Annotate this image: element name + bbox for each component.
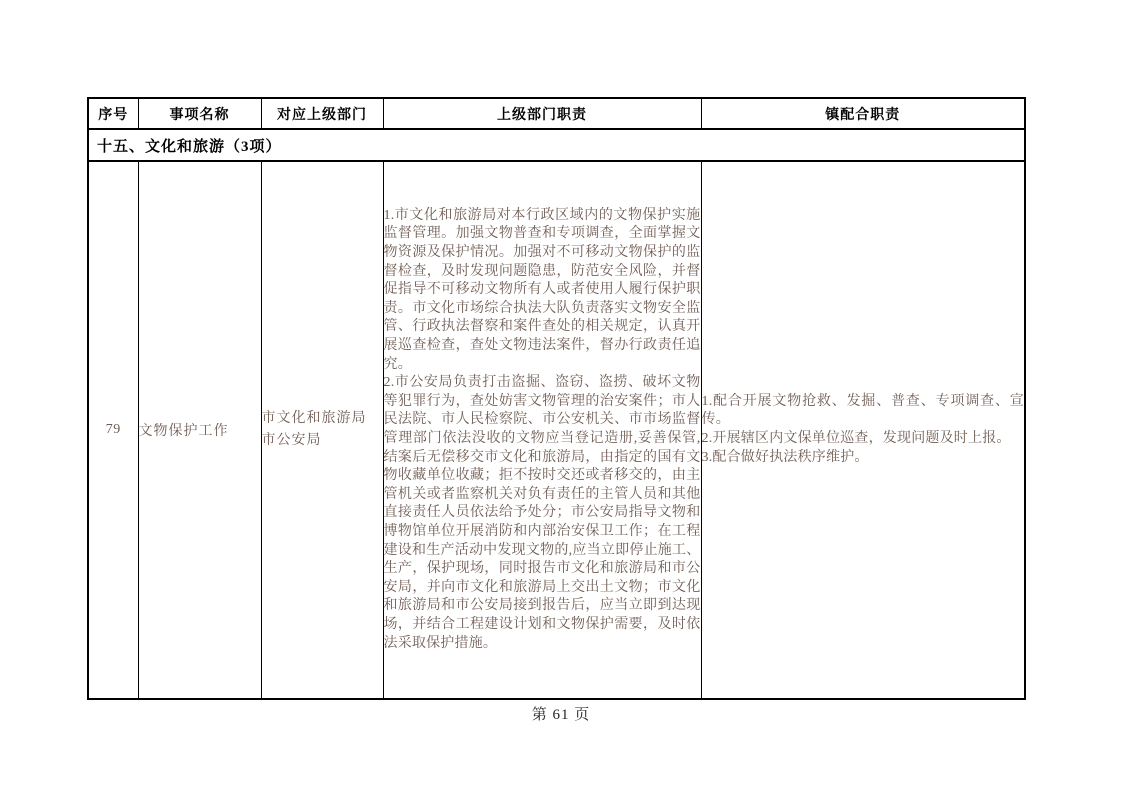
cell-departments [261,161,383,699]
col-header-seq: 序号 [88,98,138,129]
page-number: 第 61 页 [531,707,591,723]
section-title: 十五、文化和旅游（3项） [88,129,1025,161]
col-header-superior-dept: 对应上级部门 [261,98,383,129]
cell-item-name: 文物保护工作 [138,161,261,699]
section-row [88,129,1025,161]
cell-superior-duties [383,161,701,699]
cell-town-duties [701,161,1025,699]
col-header-item-name: 事项名称 [138,98,261,129]
department-line: 市公安局 [261,433,322,448]
table-header-row [88,98,1025,129]
duties-table [87,97,1026,700]
col-header-town-duties: 镇配合职责 [701,98,1025,129]
cell-seq: 79 [88,161,138,699]
col-header-superior-duties: 上级部门职责 [383,98,701,129]
department-line: 市文化和旅游局 [261,411,367,426]
duty-paragraph: 3.配合做好执法秩序维护。 [701,449,869,465]
table-row [88,161,1025,699]
duty-paragraph: 2.开展辖区内文保单位巡查，发现问题及时上报。 [701,431,1011,446]
duty-paragraph: 1.市文化和旅游局对本行政区域内的文物保护实施监督管理。加强文物普查和专项调查，全面掌握文物资源及保护情况。加强对不可移动文物保护的监督检查，及时发现问题隐患，防范安全风险，并督促指导不可移动文物所有人或者使用人履行保护职责。市文化市场综合执法大队负责落实文物安全监管、行政执法督察和案件查处的相关规定，认真开展巡查检查，查处文物违法案件，督办行政责任追究。 [383,207,701,372]
duty-paragraph: 2.市公安局负责打击盗掘、盗窃、盗捞、破坏文物等犯罪行为，查处妨害文物管理的治安案件；市人民法院、市人民检察院、市公安机关、市市场监督管理部门依法没收的文物应当登记造册,妥善保管,结案后无偿移交市文化和旅游局，由指定的国有文物收藏单位收藏；拒不按时交还或者移交的，由主管机关或者监察机关对负有责任的主管人员和其他直接责任人员依法给予处分；市公安局指导文物和博物馆单位开展消防和内部治安保卫工作；在工程建设和生产活动中发现文物的,应当立即停止施工、生产，保护现场，同时报告市文化和旅游局和市公安局，并向市文化和旅游局上交出土文物；市文化和旅游局和市公安局接到报告后，应当立即到达现场，并结合工程建设计划和文物保护需要，及时依法采取保护措施。 [383,375,701,651]
duty-paragraph: 1.配合开展文物抢救、发掘、普查、专项调查、宣传。 [701,393,1024,428]
